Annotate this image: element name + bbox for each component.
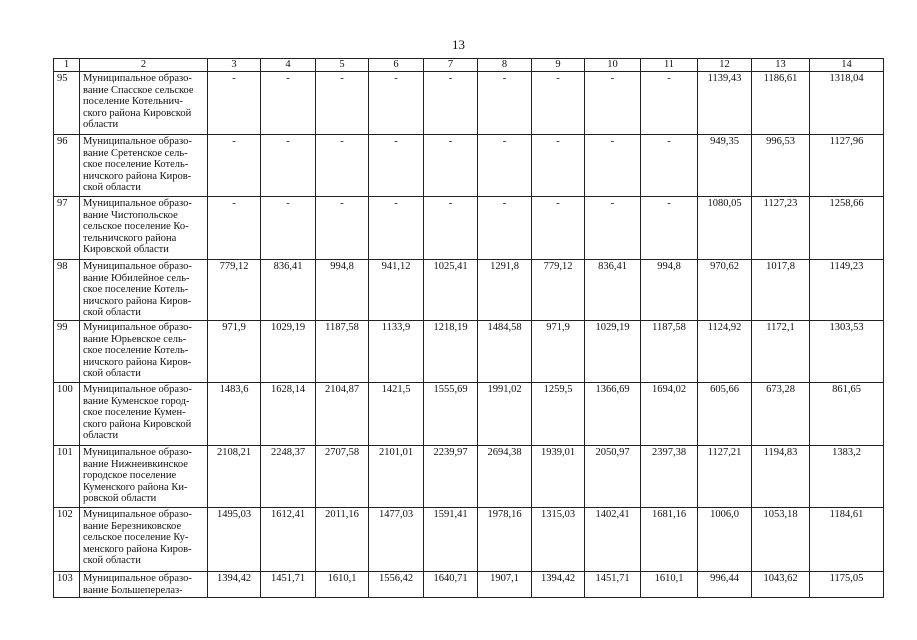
value-cell: - [532, 72, 585, 135]
value-cell: 996,44 [698, 572, 752, 598]
municipality-name: Муниципальное образо- вание Чистопольское сельское поселение Ко- тельничского района Кировской области [80, 197, 208, 260]
value-cell: 2239,97 [424, 446, 478, 508]
column-header: 13 [752, 59, 810, 72]
table-row [54, 321, 884, 383]
value-cell: - [532, 197, 585, 260]
value-cell: - [478, 197, 532, 260]
row-number: 103 [54, 572, 80, 598]
value-cell: 1127,23 [752, 197, 810, 260]
column-header: 3 [208, 59, 261, 72]
column-header: 11 [641, 59, 698, 72]
value-cell: 2108,21 [208, 446, 261, 508]
value-cell: 1184,61 [810, 508, 884, 572]
value-cell: 2101,01 [369, 446, 424, 508]
table-row [54, 572, 884, 598]
value-cell: 1394,42 [208, 572, 261, 598]
column-header: 6 [369, 59, 424, 72]
municipality-name: Муниципальное образо- вание Юрьевское сель- ское поселение Котель- ничского района Киров- ской области [80, 321, 208, 383]
value-cell: - [641, 197, 698, 260]
value-cell: 2707,58 [316, 446, 369, 508]
value-cell: 1172,1 [752, 321, 810, 383]
value-cell: 1694,02 [641, 383, 698, 446]
row-number: 101 [54, 446, 80, 508]
column-header: 5 [316, 59, 369, 72]
value-cell: - [478, 72, 532, 135]
value-cell: 2104,87 [316, 383, 369, 446]
value-cell: 1394,42 [532, 572, 585, 598]
row-number: 99 [54, 321, 80, 383]
value-cell: 1218,19 [424, 321, 478, 383]
value-cell: 1451,71 [585, 572, 641, 598]
value-cell: - [369, 72, 424, 135]
value-cell: - [424, 197, 478, 260]
value-cell: 1175,05 [810, 572, 884, 598]
value-cell: 1315,03 [532, 508, 585, 572]
column-header: 8 [478, 59, 532, 72]
value-cell: 994,8 [316, 260, 369, 321]
table-row [54, 72, 884, 135]
column-header: 2 [80, 59, 208, 72]
value-cell: 1383,2 [810, 446, 884, 508]
row-number: 98 [54, 260, 80, 321]
municipality-name: Муниципальное образо- вание Юбилейное сель- ское поселение Котель- ничского района Киров- ской области [80, 260, 208, 321]
column-header: 14 [810, 59, 884, 72]
row-number: 97 [54, 197, 80, 260]
column-header: 10 [585, 59, 641, 72]
value-cell: - [208, 72, 261, 135]
value-cell: 1017,8 [752, 260, 810, 321]
value-cell: - [261, 72, 316, 135]
table-row [54, 508, 884, 572]
value-cell: 1149,23 [810, 260, 884, 321]
row-number: 102 [54, 508, 80, 572]
value-cell: 949,35 [698, 135, 752, 197]
value-cell: 971,9 [208, 321, 261, 383]
table-row [54, 383, 884, 446]
value-cell: 994,8 [641, 260, 698, 321]
value-cell: 1187,58 [316, 321, 369, 383]
value-cell: 673,28 [752, 383, 810, 446]
value-cell: 2050,97 [585, 446, 641, 508]
data-table [53, 58, 884, 598]
value-cell: 1127,21 [698, 446, 752, 508]
value-cell: 970,62 [698, 260, 752, 321]
value-cell: - [316, 72, 369, 135]
value-cell: 1451,71 [261, 572, 316, 598]
value-cell: - [208, 135, 261, 197]
value-cell: 1978,16 [478, 508, 532, 572]
value-cell: 1681,16 [641, 508, 698, 572]
value-cell: 1053,18 [752, 508, 810, 572]
value-cell: 1186,61 [752, 72, 810, 135]
value-cell: - [532, 135, 585, 197]
value-cell: 779,12 [208, 260, 261, 321]
value-cell: - [585, 135, 641, 197]
column-header: 4 [261, 59, 316, 72]
page-number: 13 [452, 37, 465, 52]
value-cell: 1080,05 [698, 197, 752, 260]
value-cell: 605,66 [698, 383, 752, 446]
value-cell: 1640,71 [424, 572, 478, 598]
value-cell: 1612,41 [261, 508, 316, 572]
value-cell: - [585, 197, 641, 260]
municipality-name: Муниципальное образо- вание Березниковское сельское поселение Ку- менского района Киров- ской области [80, 508, 208, 572]
value-cell: 1029,19 [261, 321, 316, 383]
table-row [54, 197, 884, 260]
value-cell: 1483,6 [208, 383, 261, 446]
value-cell: 1591,41 [424, 508, 478, 572]
value-cell: 1258,66 [810, 197, 884, 260]
value-cell: 1029,19 [585, 321, 641, 383]
value-cell: 971,9 [532, 321, 585, 383]
value-cell: 1421,5 [369, 383, 424, 446]
value-cell: - [316, 197, 369, 260]
value-cell: 836,41 [585, 260, 641, 321]
value-cell: - [261, 135, 316, 197]
value-cell: 2397,38 [641, 446, 698, 508]
value-cell: 941,12 [369, 260, 424, 321]
value-cell: - [641, 72, 698, 135]
value-cell: 1484,58 [478, 321, 532, 383]
value-cell: 1291,8 [478, 260, 532, 321]
municipality-name: Муниципальное образо- вание Большеперелаз- [80, 572, 208, 598]
value-cell: 1402,41 [585, 508, 641, 572]
value-cell: 2248,37 [261, 446, 316, 508]
value-cell: 1187,58 [641, 321, 698, 383]
row-number: 96 [54, 135, 80, 197]
value-cell: 1025,41 [424, 260, 478, 321]
column-header: 12 [698, 59, 752, 72]
value-cell: 1610,1 [641, 572, 698, 598]
value-cell: 1124,92 [698, 321, 752, 383]
value-cell: - [641, 135, 698, 197]
municipality-name: Муниципальное образо- вание Куменское город- ское поселение Кумен- ского района Кировской области [80, 383, 208, 446]
value-cell: 1127,96 [810, 135, 884, 197]
value-cell: 836,41 [261, 260, 316, 321]
value-cell: - [424, 135, 478, 197]
value-cell: - [316, 135, 369, 197]
value-cell: - [208, 197, 261, 260]
value-cell: - [369, 135, 424, 197]
value-cell: 1555,69 [424, 383, 478, 446]
row-number: 100 [54, 383, 80, 446]
value-cell: 1991,02 [478, 383, 532, 446]
value-cell: 996,53 [752, 135, 810, 197]
value-cell: 1043,62 [752, 572, 810, 598]
value-cell: 1556,42 [369, 572, 424, 598]
value-cell: 1939,01 [532, 446, 585, 508]
value-cell: 1907,1 [478, 572, 532, 598]
value-cell: 1194,83 [752, 446, 810, 508]
table-body [54, 72, 884, 598]
value-cell: 1495,03 [208, 508, 261, 572]
value-cell: 1366,69 [585, 383, 641, 446]
value-cell: 1628,14 [261, 383, 316, 446]
table-row [54, 135, 884, 197]
value-cell: 1610,1 [316, 572, 369, 598]
column-header: 7 [424, 59, 478, 72]
value-cell: 2011,16 [316, 508, 369, 572]
value-cell: - [424, 72, 478, 135]
municipality-name: Муниципальное образо- вание Сретенское сель- ское поселение Котель- ничского района Киров- ской области [80, 135, 208, 197]
value-cell: 1133,9 [369, 321, 424, 383]
table-row [54, 446, 884, 508]
value-cell: 1259,5 [532, 383, 585, 446]
value-cell: 2694,38 [478, 446, 532, 508]
value-cell: 861,65 [810, 383, 884, 446]
value-cell: 1477,03 [369, 508, 424, 572]
value-cell: 1139,43 [698, 72, 752, 135]
municipality-name: Муниципальное образо- вание Спасское сельское поселение Котельнич- ского района Кировской области [80, 72, 208, 135]
value-cell: - [585, 72, 641, 135]
value-cell: - [369, 197, 424, 260]
value-cell: 1006,0 [698, 508, 752, 572]
value-cell: 1303,53 [810, 321, 884, 383]
header-row [54, 59, 884, 72]
value-cell: 1318,04 [810, 72, 884, 135]
value-cell: - [478, 135, 532, 197]
column-header: 1 [54, 59, 80, 72]
municipality-name: Муниципальное образо- вание Нижнеивкинское городское поселение Куменского района Ки- ровской области [80, 446, 208, 508]
value-cell: 779,12 [532, 260, 585, 321]
column-header: 9 [532, 59, 585, 72]
table-row [54, 260, 884, 321]
value-cell: - [261, 197, 316, 260]
row-number: 95 [54, 72, 80, 135]
